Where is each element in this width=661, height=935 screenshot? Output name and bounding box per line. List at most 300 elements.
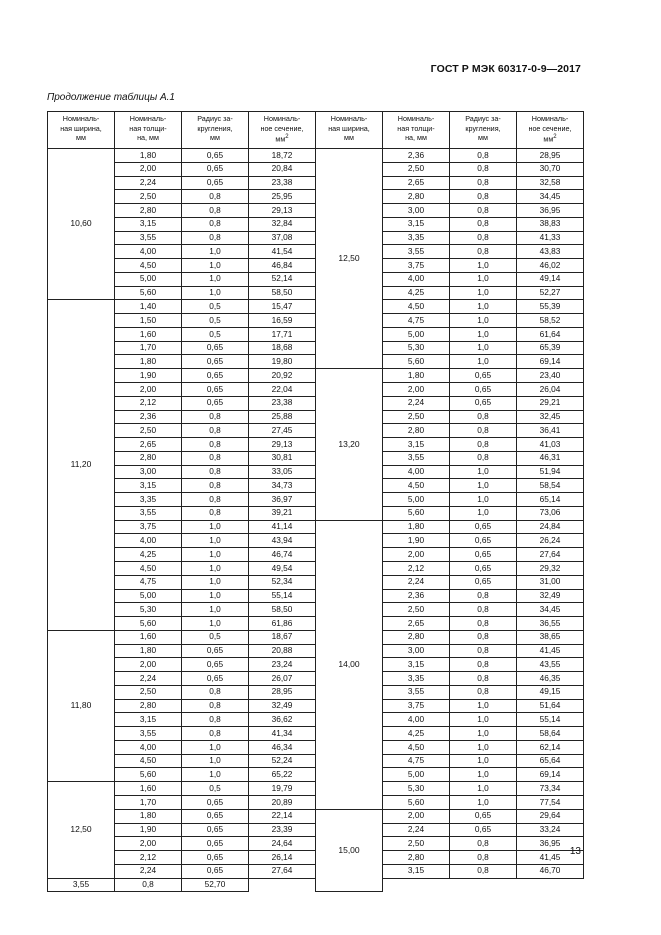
left-section-cell: 58,50: [249, 286, 316, 300]
right-radius-cell: 1,0: [450, 768, 517, 782]
left-thickness-cell: 1,70: [115, 795, 182, 809]
left-radius-cell: 1,0: [182, 259, 249, 273]
right-radius-cell: 1,0: [450, 479, 517, 493]
right-section-cell: 49,14: [517, 272, 584, 286]
left-radius-cell: 0,8: [182, 438, 249, 452]
left-thickness-cell: 2,24: [115, 176, 182, 190]
right-thickness-cell: 4,25: [383, 727, 450, 741]
right-thickness-cell: 2,24: [383, 396, 450, 410]
header-width-left: Номиналь- ная ширина, мм: [48, 112, 115, 149]
right-radius-cell: 0,8: [450, 204, 517, 218]
table-row: [48, 520, 584, 534]
right-section-cell: 36,95: [517, 837, 584, 851]
left-section-cell: 23,38: [249, 396, 316, 410]
left-thickness-cell: 5,60: [115, 617, 182, 631]
left-thickness-cell: 1,80: [115, 644, 182, 658]
left-width-cell: 10,60: [48, 149, 115, 300]
right-section-cell: 65,64: [517, 754, 584, 768]
right-section-cell: 65,39: [517, 341, 584, 355]
right-thickness-cell: 2,36: [383, 149, 450, 163]
right-section-cell: 36,41: [517, 424, 584, 438]
header-radius-right: Радиус за- кругления, мм: [450, 112, 517, 149]
left-radius-cell: 0,8: [182, 713, 249, 727]
right-thickness-cell: 5,60: [383, 795, 450, 809]
right-section-cell: 46,70: [517, 864, 584, 878]
left-thickness-cell: 5,30: [115, 603, 182, 617]
right-section-cell: 26,04: [517, 383, 584, 397]
left-thickness-cell: 2,80: [115, 204, 182, 218]
left-section-cell: 29,13: [249, 438, 316, 452]
right-section-cell: 38,65: [517, 630, 584, 644]
left-radius-cell: 0,8: [182, 424, 249, 438]
left-thickness-cell: 2,00: [115, 658, 182, 672]
right-section-cell: 51,94: [517, 465, 584, 479]
left-thickness-cell: 3,15: [115, 479, 182, 493]
right-radius-cell: 1,0: [450, 465, 517, 479]
right-width-cell: 14,00: [316, 520, 383, 809]
left-radius-cell: 0,5: [182, 782, 249, 796]
right-thickness-cell: 3,35: [383, 672, 450, 686]
right-radius-cell: 0,8: [450, 864, 517, 878]
left-section-cell: 19,80: [249, 355, 316, 369]
right-section-cell: 24,84: [517, 520, 584, 534]
left-thickness-cell: 2,12: [115, 851, 182, 865]
right-thickness-cell: 5,00: [383, 493, 450, 507]
left-section-cell: 29,13: [249, 204, 316, 218]
left-section-cell: 36,97: [249, 493, 316, 507]
right-thickness-cell: 2,36: [383, 589, 450, 603]
left-section-cell: 52,14: [249, 272, 316, 286]
left-radius-cell: 0,65: [182, 383, 249, 397]
right-thickness-cell: 1,80: [383, 369, 450, 383]
left-radius-cell: 0,65: [182, 795, 249, 809]
left-section-cell: 20,89: [249, 795, 316, 809]
left-section-cell: 25,95: [249, 190, 316, 204]
right-thickness-cell: 4,75: [383, 754, 450, 768]
left-thickness-cell: 3,00: [115, 465, 182, 479]
left-thickness-cell: 5,60: [115, 286, 182, 300]
right-radius-cell: 0,8: [450, 149, 517, 163]
right-thickness-cell: 4,25: [383, 286, 450, 300]
left-thickness-cell: 2,12: [115, 396, 182, 410]
right-section-cell: 69,14: [517, 768, 584, 782]
right-radius-cell: 0,65: [450, 396, 517, 410]
right-radius-cell: 1,0: [450, 286, 517, 300]
right-section-cell: 33,24: [517, 823, 584, 837]
right-section-cell: 28,95: [517, 149, 584, 163]
left-radius-cell: 1,0: [182, 754, 249, 768]
left-radius-cell: 0,65: [182, 809, 249, 823]
left-section-cell: 26,07: [249, 672, 316, 686]
left-radius-cell: 1,0: [182, 575, 249, 589]
right-thickness-cell: 2,80: [383, 190, 450, 204]
right-thickness-cell: 2,65: [383, 176, 450, 190]
right-radius-cell: 0,65: [450, 561, 517, 575]
right-radius-cell: 1,0: [450, 355, 517, 369]
left-width-cell: 12,50: [48, 782, 115, 878]
right-section-cell: 38,83: [517, 217, 584, 231]
left-thickness-cell: 5,00: [115, 589, 182, 603]
right-section-cell: 23,40: [517, 369, 584, 383]
right-thickness-cell: 3,55: [48, 878, 115, 892]
left-section-cell: 24,64: [249, 837, 316, 851]
right-radius-cell: 1,0: [450, 314, 517, 328]
right-thickness-cell: 2,50: [383, 162, 450, 176]
table-body: [48, 149, 584, 892]
left-section-cell: 18,67: [249, 630, 316, 644]
left-radius-cell: 1,0: [182, 617, 249, 631]
left-section-cell: 34,73: [249, 479, 316, 493]
right-section-cell: 43,83: [517, 245, 584, 259]
right-thickness-cell: 5,00: [383, 327, 450, 341]
left-thickness-cell: 3,75: [115, 520, 182, 534]
left-section-cell: 23,24: [249, 658, 316, 672]
right-thickness-cell: 4,00: [383, 272, 450, 286]
left-radius-cell: 1,0: [182, 603, 249, 617]
right-section-cell: 62,14: [517, 740, 584, 754]
right-section-cell: 46,31: [517, 451, 584, 465]
left-radius-cell: 0,65: [182, 355, 249, 369]
right-thickness-cell: 2,65: [383, 617, 450, 631]
right-radius-cell: 0,65: [450, 520, 517, 534]
right-thickness-cell: 3,55: [383, 685, 450, 699]
left-thickness-cell: 2,50: [115, 424, 182, 438]
right-radius-cell: 1,0: [450, 740, 517, 754]
right-thickness-cell: 2,80: [383, 630, 450, 644]
left-radius-cell: 0,8: [182, 190, 249, 204]
right-section-cell: 77,54: [517, 795, 584, 809]
left-thickness-cell: 3,35: [115, 493, 182, 507]
left-radius-cell: 0,65: [182, 396, 249, 410]
left-section-cell: 39,21: [249, 506, 316, 520]
left-radius-cell: 1,0: [182, 768, 249, 782]
left-section-cell: 26,14: [249, 851, 316, 865]
left-thickness-cell: 4,25: [115, 548, 182, 562]
left-radius-cell: 0,65: [182, 851, 249, 865]
left-section-cell: 46,84: [249, 259, 316, 273]
left-radius-cell: 0,8: [182, 685, 249, 699]
right-radius-cell: 0,8: [450, 685, 517, 699]
left-thickness-cell: 1,90: [115, 369, 182, 383]
header-thickness-left: Номиналь- ная толщи- на, мм: [115, 112, 182, 149]
right-radius-cell: 1,0: [450, 493, 517, 507]
right-thickness-cell: 2,80: [383, 424, 450, 438]
right-thickness-cell: 2,50: [383, 603, 450, 617]
right-section-cell: 58,52: [517, 314, 584, 328]
right-section-cell: 51,64: [517, 699, 584, 713]
left-thickness-cell: 4,50: [115, 259, 182, 273]
right-radius-cell: 1,0: [450, 259, 517, 273]
right-thickness-cell: 3,55: [383, 451, 450, 465]
left-section-cell: 18,68: [249, 341, 316, 355]
table-header-row: [48, 112, 584, 149]
right-radius-cell: 1,0: [450, 754, 517, 768]
right-radius-cell: 0,8: [450, 589, 517, 603]
right-radius-cell: 0,8: [450, 451, 517, 465]
right-radius-cell: 0,8: [450, 658, 517, 672]
table-row: [48, 809, 584, 823]
left-section-cell: 23,39: [249, 823, 316, 837]
page-number: 13: [569, 846, 581, 857]
left-section-cell: 58,50: [249, 603, 316, 617]
right-radius-cell: 0,65: [450, 383, 517, 397]
left-thickness-cell: 2,65: [115, 438, 182, 452]
left-radius-cell: 0,8: [182, 479, 249, 493]
left-thickness-cell: 1,40: [115, 300, 182, 314]
left-radius-cell: 0,8: [182, 506, 249, 520]
right-radius-cell: 1,0: [450, 713, 517, 727]
left-section-cell: 52,24: [249, 754, 316, 768]
left-thickness-cell: 3,55: [115, 231, 182, 245]
right-radius-cell: 0,8: [450, 603, 517, 617]
left-section-cell: 49,54: [249, 561, 316, 575]
right-thickness-cell: 1,80: [383, 520, 450, 534]
right-thickness-cell: 4,00: [383, 465, 450, 479]
right-section-cell: 52,70: [182, 878, 249, 892]
left-radius-cell: 0,8: [182, 451, 249, 465]
right-radius-cell: 0,8: [450, 438, 517, 452]
left-section-cell: 22,14: [249, 809, 316, 823]
header-width-right: Номиналь- ная ширина, мм: [316, 112, 383, 149]
right-section-cell: 46,02: [517, 259, 584, 273]
right-section-cell: 34,45: [517, 603, 584, 617]
right-radius-cell: 0,65: [450, 575, 517, 589]
left-radius-cell: 0,65: [182, 341, 249, 355]
left-width-cell: 11,20: [48, 300, 115, 630]
left-thickness-cell: 5,60: [115, 768, 182, 782]
right-section-cell: 43,55: [517, 658, 584, 672]
left-thickness-cell: 2,80: [115, 699, 182, 713]
right-section-cell: 65,14: [517, 493, 584, 507]
left-section-cell: 18,72: [249, 149, 316, 163]
header-section-left: Номиналь- ное сечение, $мм^2$: [249, 112, 316, 149]
right-thickness-cell: 2,00: [383, 809, 450, 823]
right-thickness-cell: 3,55: [383, 245, 450, 259]
right-radius-cell: 1,0: [450, 341, 517, 355]
right-thickness-cell: 4,50: [383, 300, 450, 314]
left-thickness-cell: 3,55: [115, 727, 182, 741]
wire-dimensions-table: [47, 111, 583, 892]
right-section-cell: 32,58: [517, 176, 584, 190]
left-radius-cell: 0,65: [182, 658, 249, 672]
left-radius-cell: 0,8: [182, 410, 249, 424]
left-section-cell: 52,34: [249, 575, 316, 589]
right-radius-cell: 0,8: [450, 245, 517, 259]
right-radius-cell: 1,0: [450, 699, 517, 713]
left-thickness-cell: 2,24: [115, 672, 182, 686]
left-thickness-cell: 1,80: [115, 149, 182, 163]
right-section-cell: 49,15: [517, 685, 584, 699]
right-thickness-cell: 3,15: [383, 217, 450, 231]
left-radius-cell: 0,8: [182, 204, 249, 218]
left-thickness-cell: 2,50: [115, 190, 182, 204]
left-radius-cell: 1,0: [182, 286, 249, 300]
right-radius-cell: 0,8: [450, 644, 517, 658]
right-width-cell: 15,00: [316, 809, 383, 892]
left-radius-cell: 0,5: [182, 300, 249, 314]
right-thickness-cell: 2,00: [383, 383, 450, 397]
left-radius-cell: 0,65: [182, 176, 249, 190]
right-radius-cell: 0,8: [450, 217, 517, 231]
right-radius-cell: 0,8: [450, 410, 517, 424]
left-radius-cell: 0,65: [182, 369, 249, 383]
table-row: [48, 149, 584, 163]
left-section-cell: 46,74: [249, 548, 316, 562]
left-thickness-cell: 2,00: [115, 383, 182, 397]
right-thickness-cell: 2,00: [383, 548, 450, 562]
right-section-cell: 36,55: [517, 617, 584, 631]
left-section-cell: 55,14: [249, 589, 316, 603]
left-thickness-cell: 1,80: [115, 355, 182, 369]
right-radius-cell: 1,0: [450, 272, 517, 286]
right-radius-cell: 0,65: [450, 548, 517, 562]
right-thickness-cell: 4,50: [383, 479, 450, 493]
right-section-cell: 41,03: [517, 438, 584, 452]
left-radius-cell: 0,65: [182, 837, 249, 851]
left-section-cell: 27,45: [249, 424, 316, 438]
left-section-cell: 28,95: [249, 685, 316, 699]
left-section-cell: 25,88: [249, 410, 316, 424]
right-radius-cell: 1,0: [450, 727, 517, 741]
right-thickness-cell: 4,50: [383, 740, 450, 754]
left-section-cell: 41,34: [249, 727, 316, 741]
left-thickness-cell: 4,00: [115, 534, 182, 548]
left-section-cell: 33,05: [249, 465, 316, 479]
right-section-cell: 61,64: [517, 327, 584, 341]
left-thickness-cell: 4,75: [115, 575, 182, 589]
right-thickness-cell: 2,24: [383, 575, 450, 589]
left-section-cell: 32,84: [249, 217, 316, 231]
right-thickness-cell: 2,80: [383, 851, 450, 865]
right-section-cell: 32,45: [517, 410, 584, 424]
left-thickness-cell: 1,60: [115, 630, 182, 644]
right-section-cell: 27,64: [517, 548, 584, 562]
right-radius-cell: 1,0: [450, 300, 517, 314]
right-thickness-cell: 5,30: [383, 341, 450, 355]
right-radius-cell: 1,0: [450, 782, 517, 796]
left-radius-cell: 1,0: [182, 272, 249, 286]
right-section-cell: 55,39: [517, 300, 584, 314]
right-radius-cell: 1,0: [450, 327, 517, 341]
left-thickness-cell: 1,80: [115, 809, 182, 823]
right-section-cell: 29,32: [517, 561, 584, 575]
header-thickness-right: Номиналь- ная толщи- на, мм: [383, 112, 450, 149]
right-thickness-cell: 3,00: [383, 204, 450, 218]
right-radius-cell: 0,8: [450, 617, 517, 631]
right-thickness-cell: 3,00: [383, 644, 450, 658]
right-section-cell: 31,00: [517, 575, 584, 589]
right-width-cell: 13,20: [316, 369, 383, 520]
left-radius-cell: 0,8: [182, 699, 249, 713]
left-section-cell: 15,47: [249, 300, 316, 314]
left-thickness-cell: 4,50: [115, 754, 182, 768]
left-thickness-cell: 2,36: [115, 410, 182, 424]
right-thickness-cell: 3,15: [383, 658, 450, 672]
right-section-cell: 69,14: [517, 355, 584, 369]
right-thickness-cell: 3,15: [383, 438, 450, 452]
right-section-cell: 26,24: [517, 534, 584, 548]
left-section-cell: 19,79: [249, 782, 316, 796]
left-section-cell: 41,54: [249, 245, 316, 259]
left-thickness-cell: 2,50: [115, 685, 182, 699]
left-radius-cell: 1,0: [182, 548, 249, 562]
right-thickness-cell: 3,35: [383, 231, 450, 245]
left-thickness-cell: 4,50: [115, 561, 182, 575]
left-thickness-cell: 5,00: [115, 272, 182, 286]
left-thickness-cell: 2,00: [115, 837, 182, 851]
right-radius-cell: 0,8: [450, 672, 517, 686]
left-width-cell: 11,80: [48, 630, 115, 781]
left-thickness-cell: 1,50: [115, 314, 182, 328]
left-radius-cell: 0,8: [182, 231, 249, 245]
left-radius-cell: 0,65: [182, 162, 249, 176]
right-section-cell: 46,35: [517, 672, 584, 686]
right-thickness-cell: 2,50: [383, 837, 450, 851]
right-thickness-cell: 2,24: [383, 823, 450, 837]
dimensions-table: [47, 111, 584, 892]
right-radius-cell: 0,8: [450, 837, 517, 851]
left-radius-cell: 0,8: [182, 217, 249, 231]
left-section-cell: 43,94: [249, 534, 316, 548]
right-section-cell: 41,45: [517, 644, 584, 658]
right-radius-cell: 0,8: [450, 424, 517, 438]
left-section-cell: 22,04: [249, 383, 316, 397]
right-thickness-cell: 2,50: [383, 410, 450, 424]
left-thickness-cell: 3,55: [115, 506, 182, 520]
left-radius-cell: 1,0: [182, 245, 249, 259]
right-radius-cell: 0,8: [450, 851, 517, 865]
left-thickness-cell: 1,60: [115, 782, 182, 796]
left-section-cell: 46,34: [249, 740, 316, 754]
right-thickness-cell: 2,12: [383, 561, 450, 575]
right-section-cell: 58,54: [517, 479, 584, 493]
left-section-cell: 23,38: [249, 176, 316, 190]
right-section-cell: 41,33: [517, 231, 584, 245]
table-row: [48, 369, 584, 383]
right-thickness-cell: 4,00: [383, 713, 450, 727]
left-thickness-cell: 2,24: [115, 864, 182, 878]
left-radius-cell: 0,5: [182, 314, 249, 328]
table-caption: Продолжение таблицы А.1: [47, 92, 175, 103]
right-radius-cell: 1,0: [450, 795, 517, 809]
right-width-cell: 12,50: [316, 149, 383, 369]
left-radius-cell: 1,0: [182, 520, 249, 534]
right-radius-cell: 0,65: [450, 369, 517, 383]
right-radius-cell: 0,8: [450, 231, 517, 245]
left-radius-cell: 0,65: [182, 864, 249, 878]
left-section-cell: 16,59: [249, 314, 316, 328]
left-radius-cell: 0,5: [182, 327, 249, 341]
left-thickness-cell: 2,00: [115, 162, 182, 176]
left-section-cell: 37,08: [249, 231, 316, 245]
right-radius-cell: 0,65: [450, 809, 517, 823]
right-section-cell: 32,49: [517, 589, 584, 603]
right-section-cell: 29,21: [517, 396, 584, 410]
right-radius-cell: 0,65: [450, 534, 517, 548]
header-section-right: Номиналь- ное сечение, $мм^2$: [517, 112, 584, 149]
left-section-cell: 20,84: [249, 162, 316, 176]
left-thickness-cell: 1,60: [115, 327, 182, 341]
left-thickness-cell: 1,70: [115, 341, 182, 355]
left-radius-cell: 1,0: [182, 561, 249, 575]
left-thickness-cell: 4,00: [115, 245, 182, 259]
left-section-cell: 41,14: [249, 520, 316, 534]
right-radius-cell: 0,8: [450, 630, 517, 644]
right-thickness-cell: 3,75: [383, 699, 450, 713]
left-radius-cell: 1,0: [182, 740, 249, 754]
left-section-cell: 27,64: [249, 864, 316, 878]
right-section-cell: 29,64: [517, 809, 584, 823]
